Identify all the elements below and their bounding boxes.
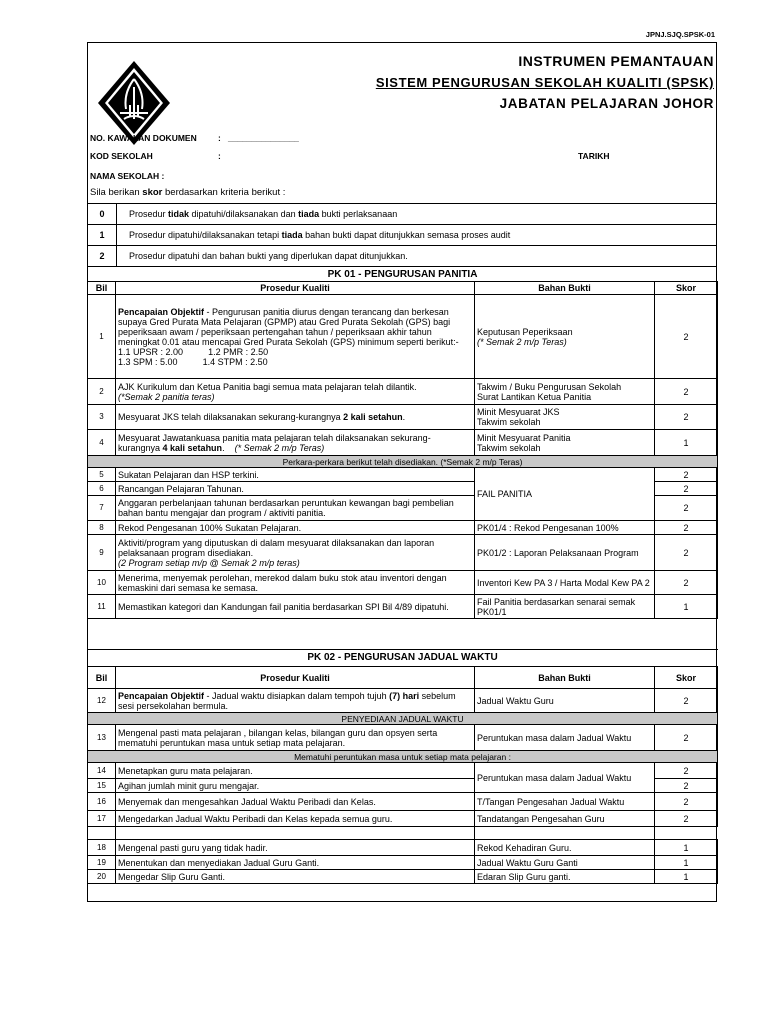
table-row: 18 Mengenal pasti guru yang tidak hadir. Rekod Kehadiran Guru. 1 [88, 840, 718, 856]
header-skor: Skor [655, 282, 718, 295]
tarikh-label: TARIKH [578, 151, 610, 161]
header-prosedur: Prosedur Kualiti [116, 667, 475, 689]
no-kawalan-value[interactable]: _______________ [228, 133, 299, 143]
table-row: 13 Mengenal pasti mata pelajaran , bilangan kelas, bilangan guru dan opsyen serta mematuhi peruntukan masa untuk setiap mata pelajaran. Peruntukan masa dalam Jadual Waktu 2 [88, 725, 718, 751]
title-sistem: SISTEM PENGURUSAN SEKOLAH KUALITI (SPSK) [375, 75, 714, 90]
table-row: 3 Mesyuarat JKS telah dilaksanakan sekurang-kurangnya 2 kali setahun. Minit Mesyuarat JKS Takwim sekolah 2 [88, 405, 718, 430]
header-bil: Bil [88, 282, 116, 295]
score-row: 0 Prosedur tidak dipatuhi/dilaksanakan dan tiada bukti perlaksanaan [88, 204, 717, 225]
header-bukti: Bahan Bukti [475, 282, 655, 295]
table-row: 17 Mengedarkan Jadual Waktu Peribadi dan Kelas kepada semua guru. Tandatangan Pengesahan Guru 2 [88, 811, 718, 827]
table-row: 6 Rancangan Pelajaran Tahunan. 2 [88, 482, 718, 496]
no-kawalan-row: NO. KAWALAN DOKUMEN : _______________ [90, 133, 299, 143]
grey-section-row: Mematuhi peruntukan masa untuk setiap mata pelajaran : [88, 751, 718, 763]
header-skor: Skor [655, 667, 718, 689]
kod-sekolah-label: KOD SEKOLAH [90, 151, 153, 161]
kod-sekolah-row: KOD SEKOLAH : [90, 151, 221, 161]
table-row: 19 Menentukan dan menyediakan Jadual Guru Ganti. Jadual Waktu Guru Ganti 1 [88, 856, 718, 870]
score-row: 2 Prosedur dipatuhi dan bahan bukti yang diperlukan dapat ditunjukkan. [88, 246, 717, 267]
table-row: 4 Mesyuarat Jawatankuasa panitia mata pelajaran telah dilaksanakan sekurang-kurangnya 4 kali setahun. (* Semak 2 m/p Teras) Minit Mesyuarat Panitia Takwim sekolah 1 [88, 430, 718, 456]
table-row: 1 Pencapaian Objektif - Pengurusan panitia diurus dengan terancang dan berkesan supaya Gred Purata Mata Pelajaran (GPMP) atau Gred Purata Sekolah (GPS) bagi peperiksaan awam / peperiksaan pertengahan tahun / peperiksaan akhir tahun meningkat 0.01 atau mencapai Gred Purata Sekolah (GPS) minimum seperti berikut:- 1.1 UPSR : 2.00 1.2 PMR : 2.50 1.3 SPM : 5.00 1.4 STPM : 2.50 Keputusan Peperiksaan (* Semak 2 m/p Teras) 2 [88, 295, 718, 379]
table-row: 16 Menyemak dan mengesahkan Jadual Waktu Peribadi dan Kelas. T/Tangan Pengesahan Jadual Waktu 2 [88, 793, 718, 811]
title-jabatan: JABATAN PELAJARAN JOHOR [499, 96, 714, 111]
table-row: 7 Anggaran perbelanjaan tahunan berdasarkan peruntukan kewangan bagi pembelian bahan bantu mengajar dan program / aktiviti panitia. 2 [88, 496, 718, 521]
table-row: 15 Agihan jumlah minit guru mengajar. 2 [88, 779, 718, 793]
document-reference: JPNJ.SJQ.SPSK-01 [645, 30, 715, 39]
pk01-table [87, 269, 718, 619]
score-criteria-table [87, 203, 717, 267]
table-row: 10 Menerima, menyemak perolehan, merekod dalam buku stok atau inventori dengan kemaskini dari semasa ke semasa. Inventori Kew PA 3 / Harta Modal Kew PA 2 2 [88, 571, 718, 595]
instruction-text: Sila berikan skor berdasarkan kriteria berikut : [90, 187, 286, 198]
grey-section-row: Perkara-perkara berikut telah disediakan. (*Semak 2 m/p Teras) [88, 456, 718, 468]
table-row: 8 Rekod Pengesanan 100% Sukatan Pelajaran. PK01/4 : Rekod Pengesanan 100% 2 [88, 521, 718, 535]
grey-section-row: PENYEDIAAN JADUAL WAKTU [88, 713, 718, 725]
table-row: 20 Mengedar Slip Guru Ganti. Edaran Slip Guru ganti. 1 [88, 870, 718, 884]
title-block [376, 53, 714, 111]
header-prosedur: Prosedur Kualiti [116, 282, 475, 295]
table-row: 14 Menetapkan guru mata pelajaran. Peruntukan masa dalam Jadual Waktu 2 [88, 763, 718, 779]
table-row: 12 Pencapaian Objektif - Jadual waktu disiapkan dalam tempoh tujuh (7) hari sebelum sesi persekolahan bermula. Jadual Waktu Guru 2 [88, 689, 718, 713]
pk02-title: PK 02 - PENGURUSAN JADUAL WAKTU [88, 650, 718, 667]
header-bukti: Bahan Bukti [475, 667, 655, 689]
header-bil: Bil [88, 667, 116, 689]
table-row: 2 AJK Kurikulum dan Ketua Panitia bagi semua mata pelajaran telah dilantik. (*Semak 2 panitia teras) Takwim / Buku Pengurusan Sekolah Surat Lantikan Ketua Panitia 2 [88, 379, 718, 405]
blank-row [88, 827, 718, 840]
score-row: 1 Prosedur dipatuhi/dilaksanakan tetapi tiada bahan bukti dapat ditunjukkan semasa proses audit [88, 225, 717, 246]
pk01-title: PK 01 - PENGURUSAN PANITIA [88, 269, 718, 282]
document-frame [87, 42, 717, 902]
fail-panitia-cell: FAIL PANITIA [475, 468, 655, 521]
table-row: 5 Sukatan Pelajaran dan HSP terkini. FAIL PANITIA 2 [88, 468, 718, 482]
no-kawalan-label: NO. KAWALAN DOKUMEN [90, 133, 197, 143]
table-row: 11 Memastikan kategori dan Kandungan fail panitia berdasarkan SPI Bil 4/89 dipatuhi. Fail Panitia berdasarkan senarai semak PK01/1 1 [88, 595, 718, 619]
title-instrumen: INSTRUMEN PEMANTAUAN [518, 53, 714, 69]
table-row: 9 Aktiviti/program yang diputuskan di dalam mesyuarat dilaksanakan dan laporan pelaksanaan program disediakan. (2 Program setiap m/p @ Semak 2 m/p teras) PK01/2 : Laporan Pelaksanaan Program 2 [88, 535, 718, 571]
nama-sekolah-label: NAMA SEKOLAH : [90, 171, 165, 181]
pk02-table [87, 649, 718, 884]
